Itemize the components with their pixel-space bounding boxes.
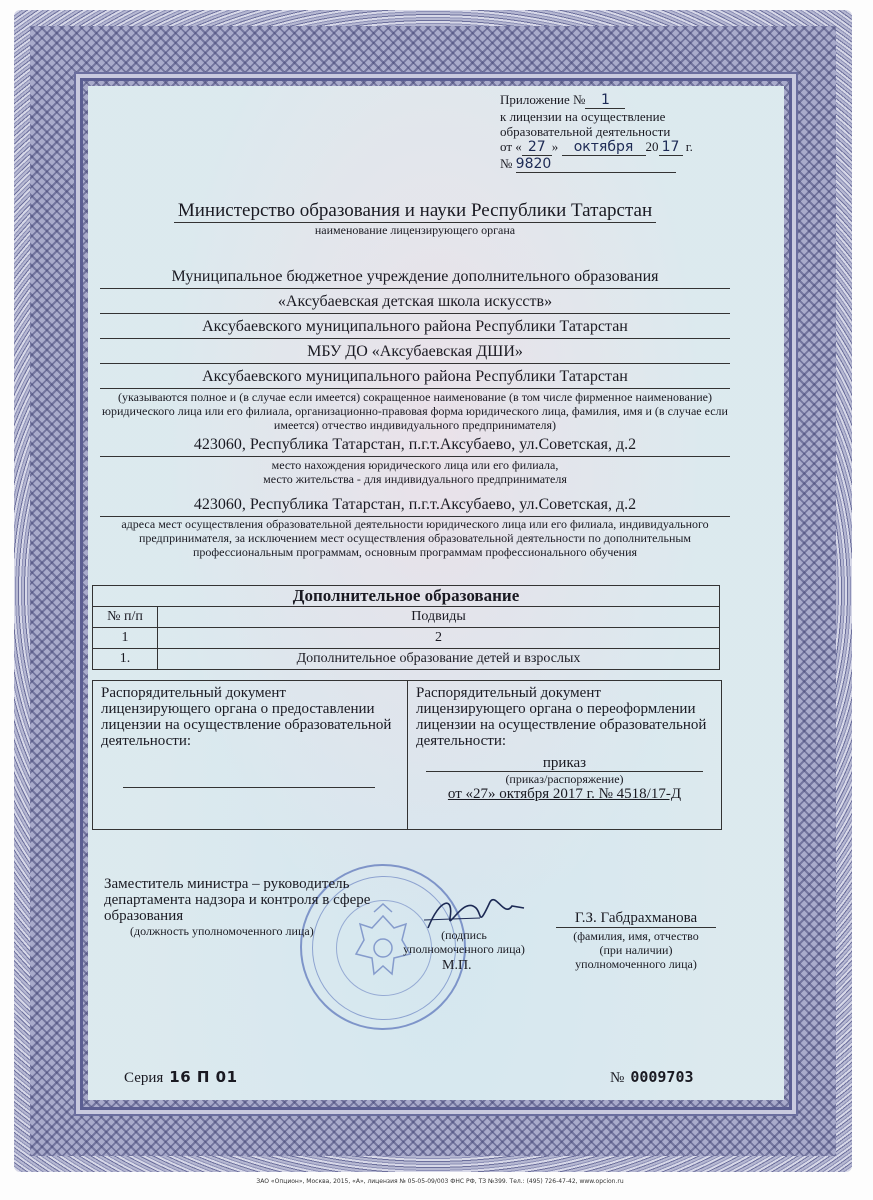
date-year: 17: [659, 140, 683, 156]
organization-line-2: «Аксубаевская детская школа искусств»: [100, 291, 730, 314]
table-index-1: 1: [93, 628, 158, 649]
organization-line-1: Муниципальное бюджетное учреждение дополнительного образования: [100, 266, 730, 289]
name-caption: [548, 929, 724, 971]
ministry-caption: наименование лицензирующего органа: [314, 223, 516, 237]
signatory-position: Заместитель министра – руководитель департамента надзора и контроля в сфере образования: [104, 876, 371, 924]
reissue-order-type-caption: (приказ/распоряжение): [505, 772, 624, 786]
position-caption: (должность уполномоченного лица): [130, 924, 314, 938]
grant-order-blank: [123, 787, 375, 788]
appendix-line3: образовательной деятельности: [500, 124, 671, 139]
date-mid: »: [551, 139, 559, 154]
activity-address-caption: адреса мест осуществления образовательной деятельности юридического лица или его филиала, индивидуального предпринимателя, за исключением мест осуществления образовательной деятельности по дополнительным профессиональным программам, основным программам профессионального обучения: [121, 517, 709, 559]
reissue-order-text: Распорядительный документ лицензирующего органа о переоформлении лицензии на осуществление образовательной деятельности:: [416, 685, 707, 749]
signatory-position-block: [104, 876, 374, 938]
table-row-number: 1.: [93, 649, 158, 670]
printer-imprint: ЗАО «Опцион», Москва, 2015, «А», лицензия № 05-05-09/003 ФНС РФ, ТЗ №399. Тел.: (495) 726-47-42, www.opcion.ru: [256, 1178, 624, 1185]
table-title: Дополнительное образование: [93, 586, 720, 607]
license-number-label: №: [500, 156, 513, 171]
year-prefix: 20: [645, 139, 659, 154]
organization-line-3: Аксубаевского муниципального района Республики Татарстан: [100, 316, 730, 339]
table-header-number: № п/п: [93, 607, 158, 628]
series-value: 16 П 01: [169, 1068, 238, 1086]
organization-line-5: Аксубаевского муниципального района Республики Татарстан: [100, 366, 730, 389]
reissue-order-type: приказ: [426, 755, 703, 772]
table-index-2: 2: [158, 628, 720, 649]
signature-caption-line2: уполномоченного лица): [403, 942, 525, 956]
form-number-label: №: [610, 1070, 625, 1086]
location-caption-line2: место жительства - для индивидуального предпринимателя: [263, 472, 567, 486]
date-day: 27: [522, 140, 552, 156]
date-month: октября: [562, 140, 646, 156]
order-documents: [92, 680, 722, 830]
table-row-name: Дополнительное образование детей и взрослых: [158, 649, 720, 670]
table-row: [93, 649, 720, 670]
table-header-subtypes: Подвиды: [158, 607, 720, 628]
name-caption-line1: (фамилия, имя, отчество: [573, 929, 699, 943]
year-suffix: г.: [685, 139, 693, 154]
form-number-value: 0009703: [630, 1068, 694, 1086]
organization-line-4: МБУ ДО «Аксубаевская ДШИ»: [100, 341, 730, 364]
organization-caption: (указываются полное и (в случае если имеется) сокращенное наименование (в том числе фирменное наименование) юридического лица или его филиала, организационно-правовая форма юридического лица, фамилия, имя и (в случае если имеется) отчество индивидуального предпринимателя): [102, 390, 728, 432]
location-address: 423060, Республика Татарстан, п.г.т.Аксубаево, ул.Советская, д.2: [100, 434, 730, 457]
appendix-header: [500, 92, 760, 173]
form-series: [124, 1068, 238, 1087]
education-types-table: [92, 585, 720, 670]
activity-address: 423060, Республика Татарстан, п.г.т.Аксубаево, ул.Советская, д.2: [100, 494, 730, 517]
name-caption-line2: (при наличии): [599, 943, 673, 957]
reissue-order-cell: [407, 681, 721, 829]
appendix-number: 1: [585, 93, 625, 109]
signatory-name: Г.З. Габдрахманова: [556, 910, 716, 928]
series-label: Серия: [124, 1070, 164, 1086]
date-prefix: от «: [500, 139, 522, 154]
name-caption-line3: уполномоченного лица): [575, 957, 697, 971]
licensing-authority: [100, 200, 730, 237]
grant-order-text: Распорядительный документ лицензирующего органа о предоставлении лицензии на осуществление образовательной деятельности:: [101, 685, 392, 749]
appendix-label: Приложение №: [500, 92, 586, 107]
stamp-label: М.П.: [442, 958, 472, 973]
ministry-name: Министерство образования и науки Республики Татарстан: [174, 200, 656, 223]
appendix-line2: к лицензии на осуществление: [500, 109, 666, 124]
reissue-order-number: от «27» октября 2017 г. № 4518/17-Д: [447, 786, 682, 802]
signature-caption: [384, 928, 544, 956]
license-number: 9820: [516, 157, 676, 173]
location-caption-line1: место нахождения юридического лица или его филиала,: [271, 458, 559, 472]
form-number: [610, 1068, 694, 1087]
signature-caption-line1: (подпись: [441, 928, 487, 942]
grant-order-cell: [93, 681, 407, 829]
